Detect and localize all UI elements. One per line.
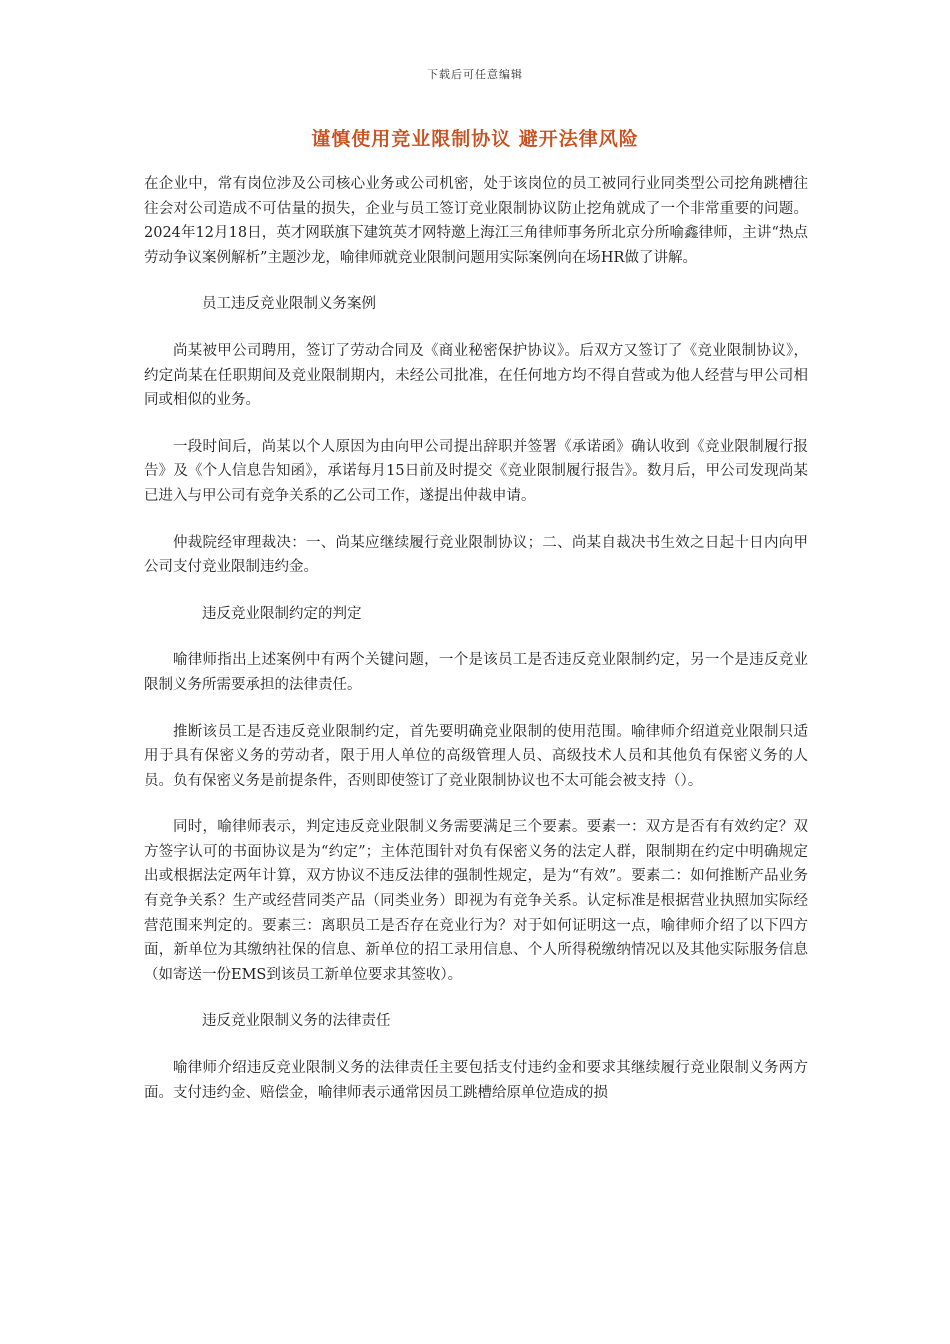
- section-heading-case: 员工违反竞业限制义务案例: [202, 296, 376, 313]
- paragraph: 尚某被甲公司聘用，签订了劳动合同及《商业秘密保护协议》。后双方又签订了《竞业限制协议》，约定尚某在任职期间及竞业限制期内，未经公司批准，在任何地方均不得自营或为他人经营与甲公司相同或相似的业务。: [144, 342, 808, 409]
- section-heading-judgement: 违反竞业限制约定的判定: [202, 605, 362, 622]
- paragraph: 喻律师指出上述案例中有两个关键问题，一个是该员工是否违反竞业限制约定，另一个是违反竞业限制义务所需要承担的法律责任。: [144, 652, 808, 693]
- intro-paragraph: 在企业中，常有岗位涉及公司核心业务或公司机密，处于该岗位的员工被同行业同类型公司挖角跳槽往往会对公司造成不可估量的损失，企业与员工签订竞业限制协议防止挖角就成了一个非常重要的问题。2024年12月18日，英才网联旗下建筑英才网特邀上海江三角律师事务所北京分所喻鑫律师，主讲“热点劳动争议案例解析”主题沙龙，喻律师就竞业限制问题用实际案例向在场HR做了讲解。: [144, 176, 808, 266]
- section-heading-liability: 违反竞业限制义务的法律责任: [202, 1013, 391, 1030]
- paragraph: 一段时间后，尚某以个人原因为由向甲公司提出辞职并签署《承诺函》确认收到《竞业限制履行报告》及《个人信息告知函》，承诺每月15日前及时提交《竞业限制履行报告》。数月后，甲公司发现尚某已进入与甲公司有竞争关系的乙公司工作，遂提出仲裁申请。: [144, 438, 808, 504]
- document-title: 谨慎使用竞业限制协议 避开法律风险: [311, 128, 639, 150]
- paragraph: 推断该员工是否违反竞业限制约定，首先要明确竞业限制的使用范围。喻律师介绍道竞业限制只适用于具有保密义务的劳动者，限于用人单位的高级管理人员、高级技术人员和其他负有保密义务的人员。负有保密义务是前提条件，否则即使签订了竞业限制协议也不太可能会被支持（）。: [144, 723, 808, 789]
- paragraph: 仲裁院经审理裁决：一、尚某应继续履行竞业限制协议；二、尚某自裁决书生效之日起十日内向甲公司支付竞业限制违约金。: [144, 534, 808, 576]
- paragraph: 喻律师介绍违反竞业限制义务的法律责任主要包括支付违约金和要求其继续履行竞业限制义务两方面。支付违约金、赔偿金，喻律师表示通常因员工跳槽给原单位造成的损: [144, 1060, 808, 1101]
- paragraph: 同时，喻律师表示，判定违反竞业限制义务需要满足三个要素。要素一：双方是否有有效约定？双方签字认可的书面协议是为“约定”；主体范围针对负有保密义务的法定人群，限制期在约定中明确规定出或根据法定两年计算，双方协议不违反法律的强制性规定，是为“有效”。要素二：如何推断产品业务有竞争关系？生产或经营同类产品（同类业务）即视为有竞争关系。认定标准是根据营业执照加实际经营范围来判定的。要素三：离职员工是否存在竞业行为？对于如何证明这一点，喻律师介绍了以下四方面，新单位为其缴纳社保的信息、新单位的招工录用信息、个人所得税缴纳情况以及其他实际服务信息（如寄送一份EMS到该员工新单位要求其签收）。: [144, 819, 808, 983]
- document-body: [144, 172, 808, 1127]
- download-note: 下载后可任意编辑: [427, 68, 523, 81]
